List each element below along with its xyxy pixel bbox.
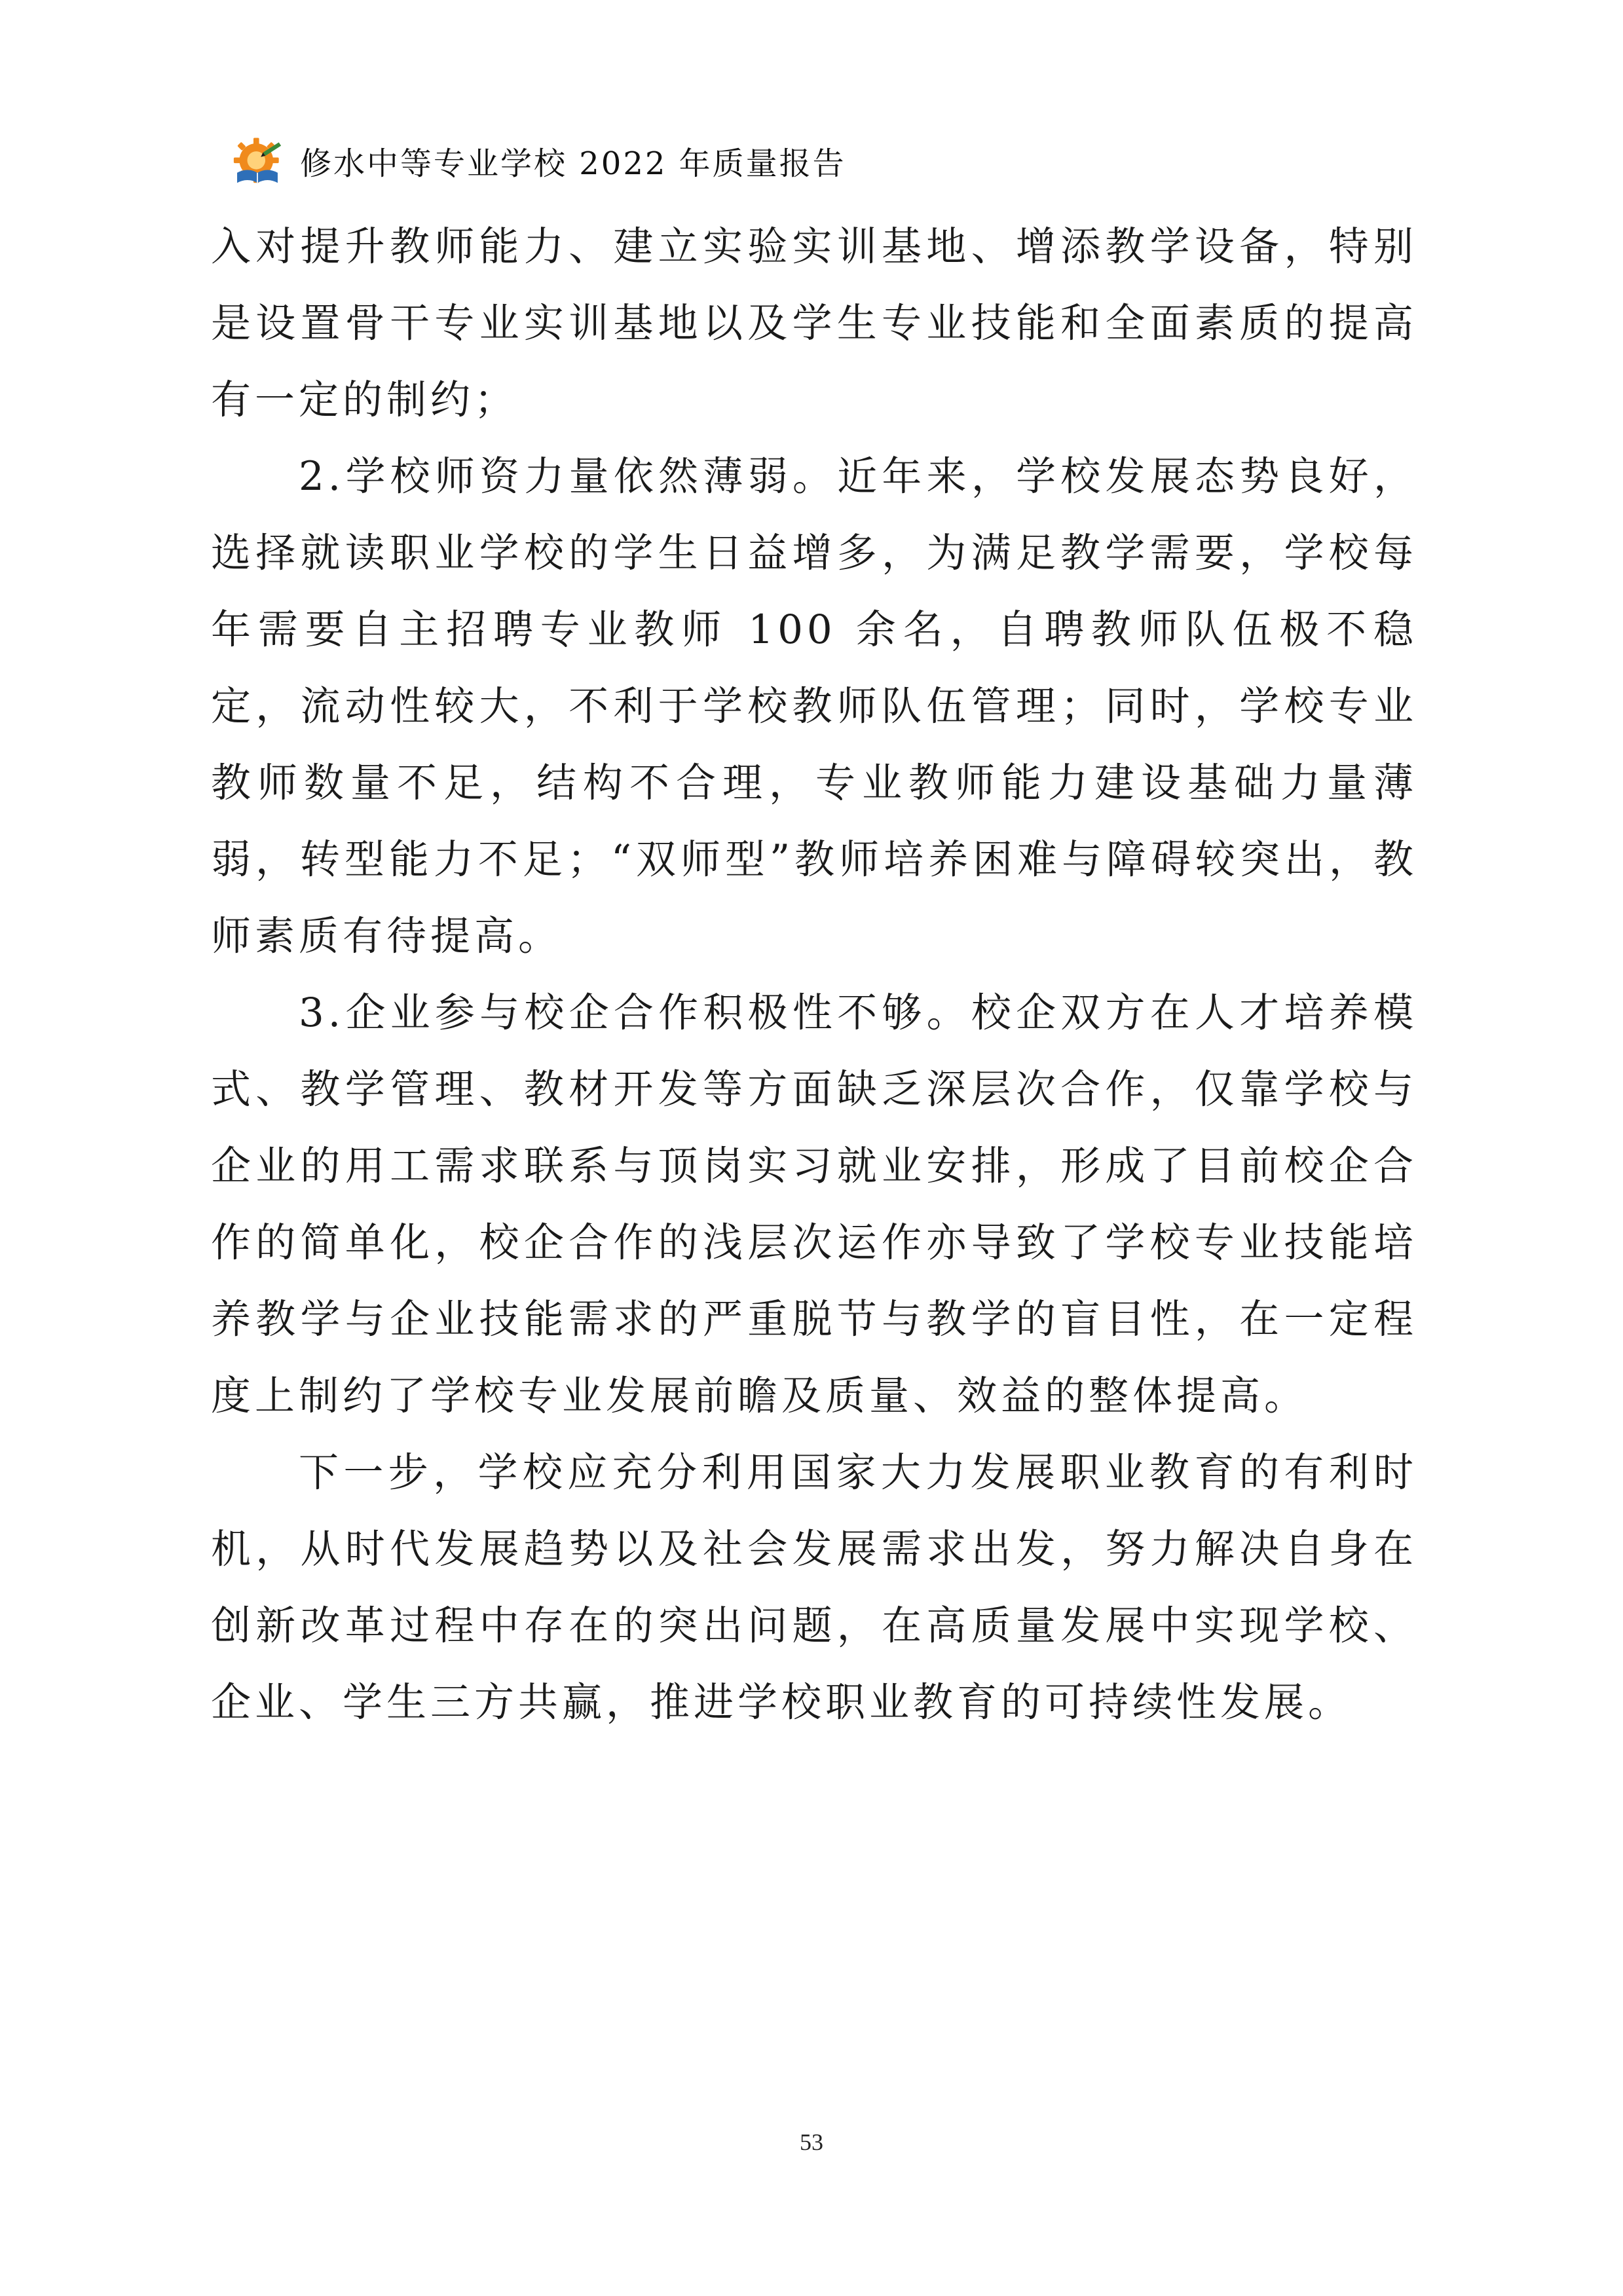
- paragraph-school-enterprise: 3.企业参与校企合作积极性不够。校企双方在人才培养模式、教学管理、教材开发等方面缺乏深层次合作，仅靠学校与企业的用工需求联系与顶岗实习就业安排，形成了目前校企合作的简单化，校企合作的浅层次运作亦导致了学校专业技能培养教学与企业技能需求的严重脱节与教学的盲目性，在一定程度上制约了学校专业发展前瞻及质量、效益的整体提高。: [211, 990, 1417, 1419]
- page-header: [229, 134, 846, 193]
- document-body: [211, 208, 1417, 1741]
- page-number: 53: [800, 2129, 823, 2155]
- paragraph-next-step: 下一步，学校应充分利用国家大力发展职业教育的有利时机，从时代发展趋势以及社会发展需求出发，努力解决自身在创新改革过程中存在的突出问题，在高质量发展中实现学校、企业、学生三方共赢，推进学校职业教育的可持续性发展。: [211, 1449, 1417, 1726]
- report-title: 修水中等专业学校 2022 年质量报告: [300, 145, 846, 182]
- paragraph-teacher-strength: 2.学校师资力量依然薄弱。近年来，学校发展态势良好，选择就读职业学校的学生日益增多，为满足教学需要，学校每年需要自主招聘专业教师 100 余名，自聘教师队伍极不稳定，流动性较大，不利于学校教师队伍管理；同时，学校专业教师数量不足，结构不合理，专业教师能力建设基础力量薄弱，转型能力不足；“双师型”教师培养困难与障碍较突出，教师素质有待提高。: [211, 453, 1417, 959]
- school-gear-book-logo: [229, 136, 286, 192]
- paragraph-continued: 入对提升教师能力、建立实验实训基地、增添教学设备，特别是设置骨干专业实训基地以及学生专业技能和全面素质的提高有一定的制约；: [211, 223, 1417, 423]
